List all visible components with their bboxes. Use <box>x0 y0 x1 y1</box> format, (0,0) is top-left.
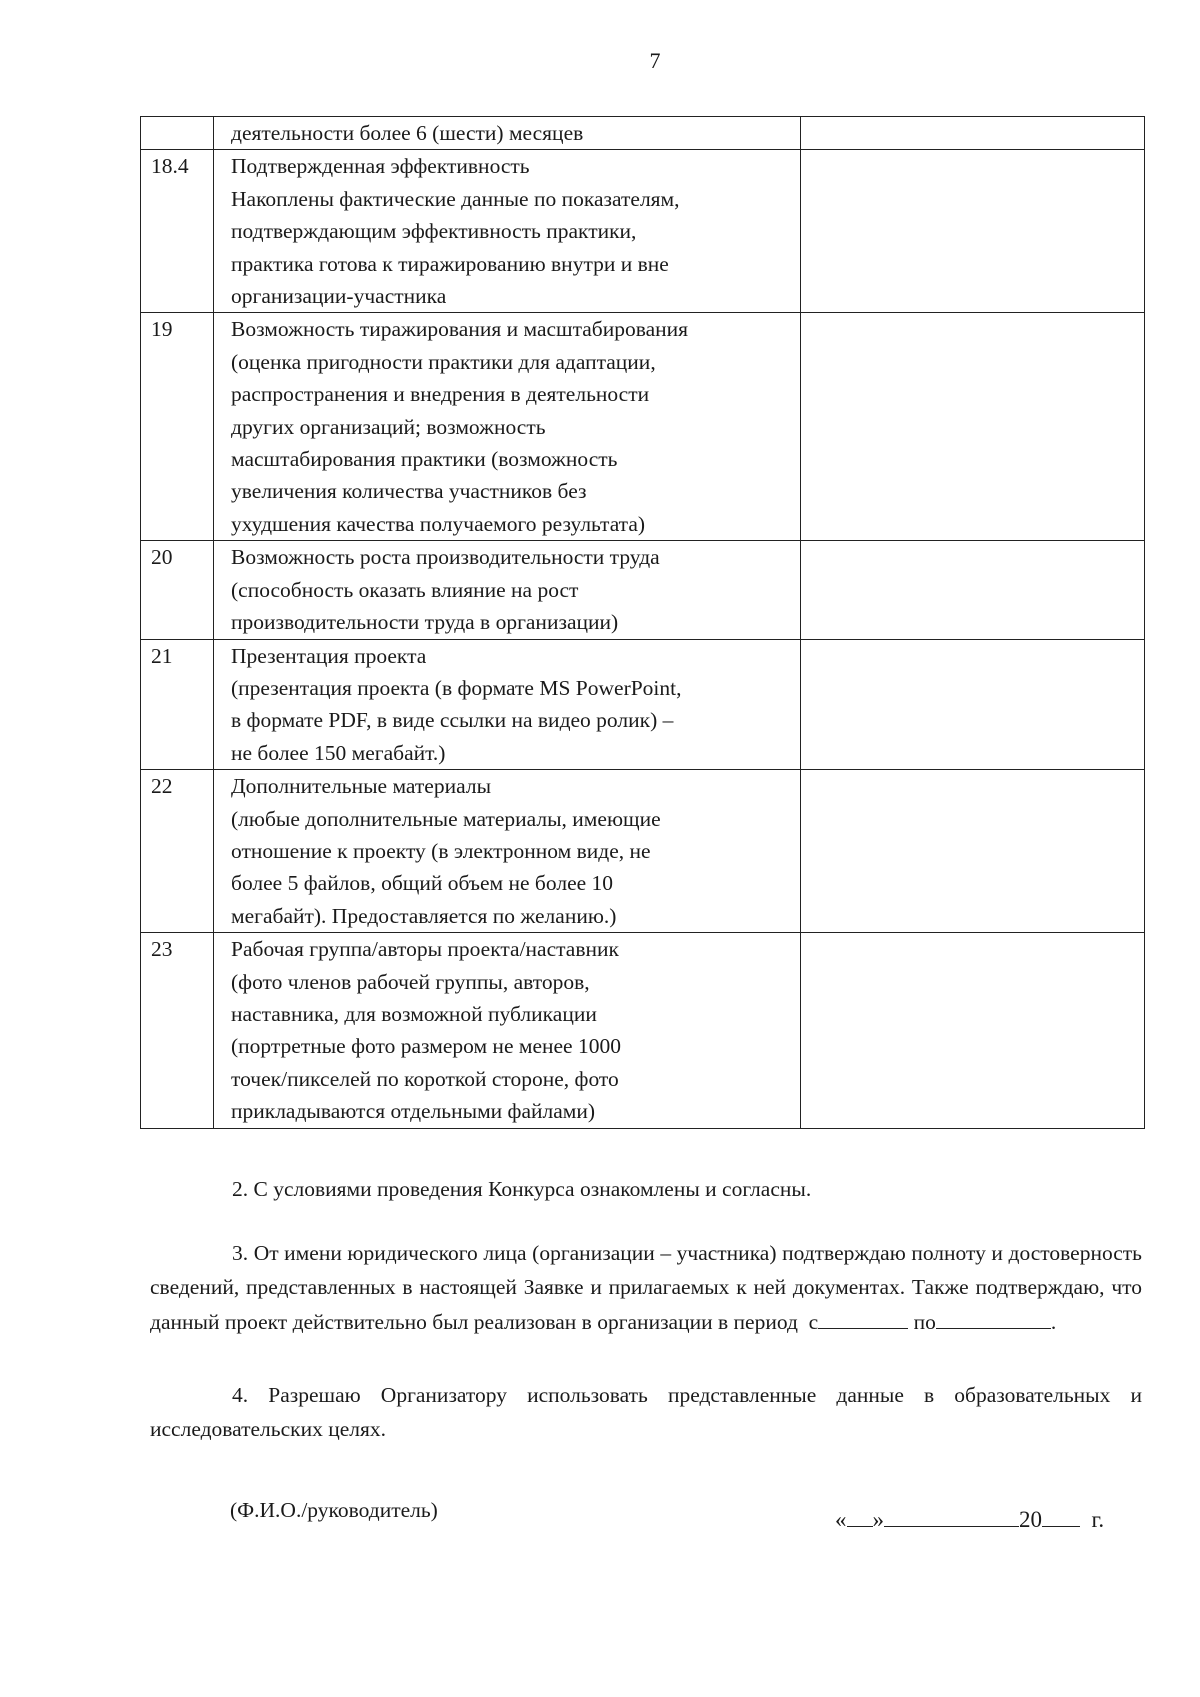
paragraph-2 <box>150 1172 1142 1206</box>
description-line: организации-участника <box>231 284 447 309</box>
period-from-field[interactable] <box>818 1304 908 1329</box>
description-line: подтверждающим эффективность практики, <box>231 219 637 244</box>
paragraph-2-text: 2. С условиями проведения Конкурса ознакомлены и согласны. <box>232 1177 812 1201</box>
application-form-table <box>140 116 1145 1129</box>
row-number: 23 <box>141 933 214 1128</box>
row-description <box>214 313 801 541</box>
description-line: наставника, для возможной публикации <box>231 1001 597 1026</box>
description-line: практика готова к тиражированию внутри и вне <box>231 251 669 276</box>
description-line: Рабочая группа/авторы проекта/наставник <box>231 937 619 962</box>
row-description <box>214 933 801 1128</box>
date-close-quote: » <box>872 1507 884 1532</box>
page-number: 7 <box>649 48 661 73</box>
description-line: деятельности более 6 (шести) месяцев <box>231 121 584 145</box>
description-line: более 5 файлов, общий объем не более 10 <box>231 871 614 896</box>
description-line: распространения и внедрения в деятельности <box>231 382 650 407</box>
description-line: не более 150 мегабайт.) <box>231 740 446 765</box>
row-number: 19 <box>141 313 214 541</box>
row-value-cell[interactable] <box>801 933 1145 1128</box>
description-line: Презентация проекта <box>231 643 427 668</box>
row-number: 22 <box>141 770 214 933</box>
row-description <box>214 117 801 150</box>
description-line: в формате PDF, в виде ссылки на видео ролик) – <box>231 708 674 733</box>
year-suffix: г. <box>1091 1507 1105 1532</box>
table-row <box>141 639 1145 770</box>
table-row <box>141 117 1145 150</box>
description-line: увеличения количества участников без <box>231 479 587 504</box>
date-line <box>835 1502 1104 1533</box>
table-row <box>141 541 1145 639</box>
description-line: производительности труда в организации) <box>231 610 619 635</box>
row-value-cell[interactable] <box>801 117 1145 150</box>
day-field[interactable] <box>847 1502 873 1527</box>
period-to-label: по <box>913 1310 936 1334</box>
paragraph-3 <box>150 1236 1142 1339</box>
period-to-field[interactable] <box>936 1304 1051 1329</box>
row-number <box>141 117 214 150</box>
description-line: точек/пикселей по короткой стороне, фото <box>231 1066 619 1091</box>
description-line: ухудшения качества получаемого результата) <box>231 511 646 536</box>
row-description <box>214 639 801 770</box>
row-value-cell[interactable] <box>801 541 1145 639</box>
table-row <box>141 770 1145 933</box>
year-field[interactable] <box>1042 1502 1080 1527</box>
description-line: отношение к проекту (в электронном виде, не <box>231 838 651 863</box>
description-line: масштабирования практики (возможность <box>231 447 618 472</box>
description-line: (фото членов рабочей группы, авторов, <box>231 969 590 994</box>
table-row <box>141 313 1145 541</box>
paragraph-3-text <box>150 1236 1142 1339</box>
row-number: 18.4 <box>141 150 214 313</box>
description-line: Накоплены фактические данные по показателям, <box>231 186 680 211</box>
paragraph-4 <box>150 1378 1142 1446</box>
table-row <box>141 933 1145 1128</box>
description-line: Возможность роста производительности труда <box>231 545 660 570</box>
fio-label: (Ф.И.О./руководитель) <box>230 1498 438 1522</box>
row-value-cell[interactable] <box>801 770 1145 933</box>
row-value-cell[interactable] <box>801 313 1145 541</box>
description-line: (презентация проекта (в формате MS PowerPoint, <box>231 675 682 700</box>
paragraph-4-text: 4. Разрешаю Организатору использовать представленные данные в образовательных и исследовательских целях. <box>150 1383 1142 1441</box>
table-row <box>141 150 1145 313</box>
row-number: 20 <box>141 541 214 639</box>
row-description <box>214 770 801 933</box>
description-line: Дополнительные материалы <box>231 774 492 799</box>
description-line: (любые дополнительные материалы, имеющие <box>231 806 661 831</box>
row-description <box>214 541 801 639</box>
description-line: прикладываются отдельными файлами) <box>231 1099 596 1124</box>
paragraph-3-end: . <box>1050 1310 1057 1334</box>
description-line: других организаций; возможность <box>231 414 546 439</box>
date-open-quote: « <box>835 1507 847 1532</box>
description-line: (способность оказать влияние на рост <box>231 577 579 602</box>
description-line: мегабайт). Предоставляется по желанию.) <box>231 903 617 928</box>
description-line: (оценка пригодности практики для адаптации, <box>231 349 656 374</box>
row-number: 21 <box>141 639 214 770</box>
period-from-label: с <box>808 1310 819 1334</box>
description-line: (портретные фото размером не менее 1000 <box>231 1034 621 1059</box>
month-field[interactable] <box>884 1502 1019 1527</box>
year-prefix: 20 <box>1019 1507 1042 1532</box>
row-value-cell[interactable] <box>801 639 1145 770</box>
paragraph-3-body: 3. От имени юридического лица (организации – участника) подтверждаю полноту и достоверность сведений, представленных в настоящей Заявке и прилагаемых к ней документах. Также подтверждаю, что данный проект действительно был реализован в организации в период <box>150 1241 1142 1334</box>
row-value-cell[interactable] <box>801 150 1145 313</box>
description-line: Подтвержденная эффективность <box>231 154 530 179</box>
row-description <box>214 150 801 313</box>
description-line: Возможность тиражирования и масштабирования <box>231 317 689 342</box>
